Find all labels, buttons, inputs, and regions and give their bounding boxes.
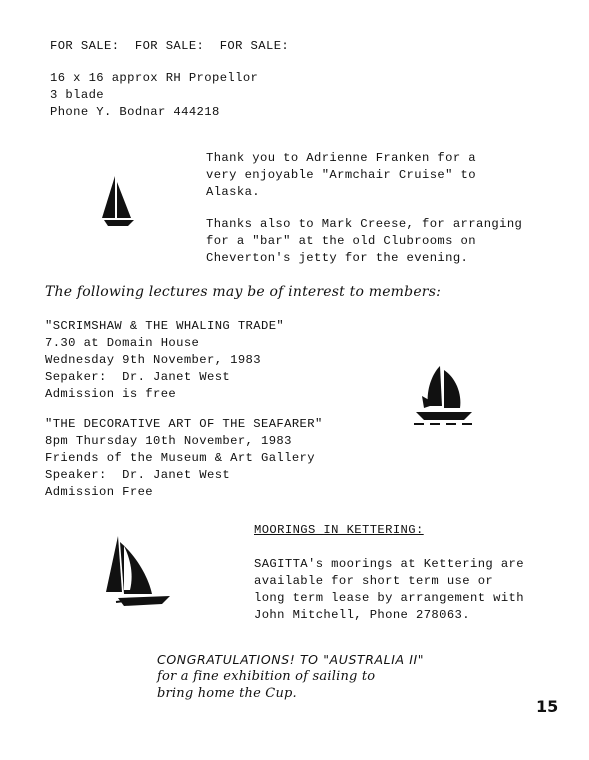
moorings-line: available for short term use or: [254, 574, 494, 588]
heeling-sailboat-icon: [100, 532, 172, 616]
for-sale-heading: FOR SALE: FOR SALE: FOR SALE:: [50, 39, 290, 53]
lectures-heading: The following lectures may be of interest to members:: [45, 284, 441, 300]
moorings-line: SAGITTA's moorings at Kettering are: [254, 557, 524, 571]
thanks-paragraph-2: [206, 216, 522, 267]
congrats-heading: CONGRATULATIONS! TO "AUSTRALIA II": [157, 652, 425, 667]
moorings-section: [254, 522, 424, 539]
lecture-line: Speaker: Dr. Janet West: [45, 468, 231, 482]
thanks-line: very enjoyable "Armchair Cruise" to: [206, 168, 476, 182]
for-sale-line: 16 x 16 approx RH Propellor: [50, 71, 259, 85]
sailing-ship-icon: [410, 360, 478, 432]
lecture-line: Admission is free: [45, 387, 177, 401]
thanks-paragraph-1: [206, 150, 476, 201]
congrats-line: for a fine exhibition of sailing to: [157, 669, 376, 684]
lecture-title: "THE DECORATIVE ART OF THE SEAFARER": [45, 417, 323, 431]
congratulations-section: [157, 651, 424, 702]
thanks-line: for a "bar" at the old Clubrooms on: [206, 234, 476, 248]
for-sale-line: Phone Y. Bodnar 444218: [50, 105, 220, 119]
for-sale-details: [50, 70, 258, 121]
lecture-line: Sepaker: Dr. Janet West: [45, 370, 231, 384]
lecture-line: 8pm Thursday 10th November, 1983: [45, 434, 292, 448]
moorings-line: long term lease by arrangement with: [254, 591, 524, 605]
lecture-title: "SCRIMSHAW & THE WHALING TRADE": [45, 319, 285, 333]
moorings-heading: MOORINGS IN KETTERING:: [254, 523, 424, 537]
lecture-line: Admission Free: [45, 485, 153, 499]
moorings-line: John Mitchell, Phone 278063.: [254, 608, 470, 622]
thanks-line: Thank you to Adrienne Franken for a: [206, 151, 476, 165]
page-number: 15: [536, 697, 559, 716]
congrats-line: bring home the Cup.: [157, 686, 297, 701]
lecture-line: Friends of the Museum & Art Gallery: [45, 451, 315, 465]
thanks-line: Alaska.: [206, 185, 260, 199]
thanks-line: Thanks also to Mark Creese, for arranging: [206, 217, 523, 231]
for-sale-line: 3 blade: [50, 88, 104, 102]
lecture-line: Wednesday 9th November, 1983: [45, 353, 261, 367]
sailboat-icon: [98, 174, 138, 230]
lecture-2: [45, 416, 323, 501]
lecture-line: 7.30 at Domain House: [45, 336, 200, 350]
thanks-line: Cheverton's jetty for the evening.: [206, 251, 469, 265]
lecture-1: [45, 318, 284, 403]
for-sale-section: [50, 38, 289, 55]
moorings-details: [254, 556, 524, 624]
